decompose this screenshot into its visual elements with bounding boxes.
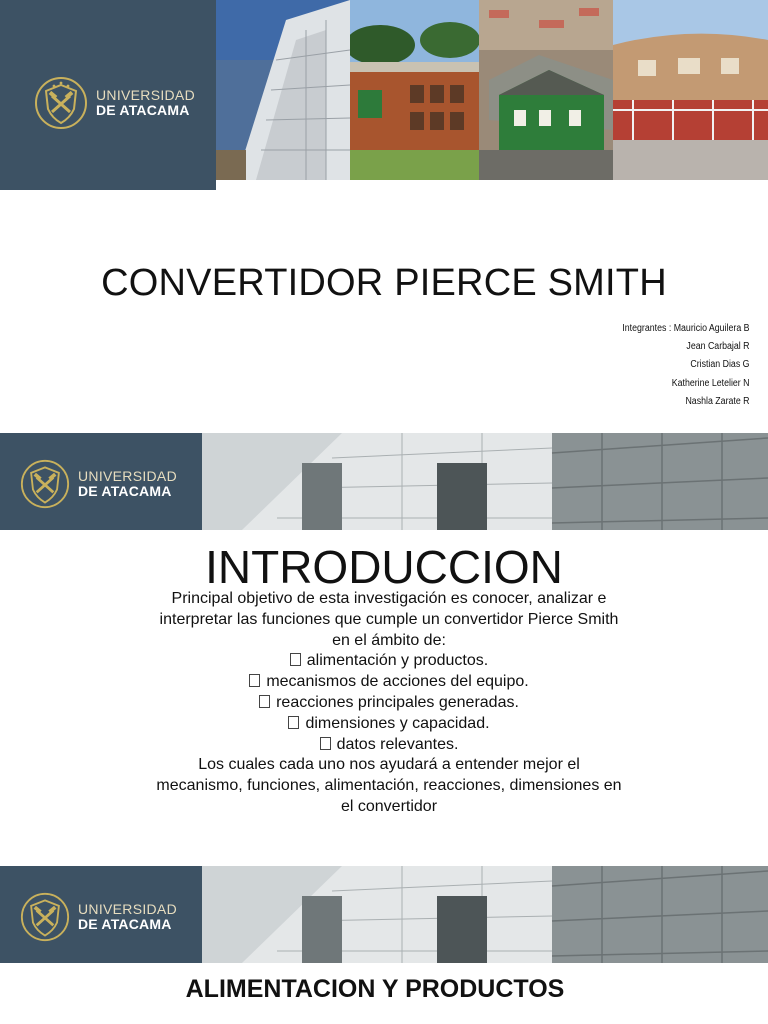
- member-item: Nashla Zarate R: [685, 395, 750, 407]
- intro-text-line: interpretar las funciones que cumple un convertidor Pierce Smith: [159, 610, 619, 628]
- intro-text-line: mecanismo, funciones, alimentación, reacciones, dimensiones en: [156, 777, 622, 795]
- bullet-box-icon: [259, 695, 270, 708]
- intro-body: [84, 589, 694, 818]
- intro-text-line: Los cuales cada uno nos ayudará a entender mejor el: [198, 756, 580, 774]
- member-item: Katherine Letelier N: [672, 377, 750, 389]
- logo-line-2: DE ATACAMA: [78, 483, 172, 499]
- logo-line-1: UNIVERSIDAD: [78, 468, 177, 485]
- logo-line-1: UNIVERSIDAD: [96, 87, 195, 104]
- member-item: Cristian Dias G: [690, 359, 750, 371]
- facade-photo: [202, 433, 768, 530]
- bullet-box-icon: [249, 674, 260, 687]
- member-item: Jean Carbajal R: [686, 341, 750, 353]
- campus-photo-building: [216, 0, 350, 180]
- logo-line-1: UNIVERSIDAD: [78, 901, 177, 918]
- facade-photo: [202, 866, 768, 963]
- campus-photo-round-building: [613, 0, 768, 180]
- bullet-box-icon: [320, 737, 331, 750]
- university-logo: [20, 459, 177, 509]
- shield-icon: [34, 76, 88, 130]
- section-banner-intro: [0, 433, 768, 530]
- intro-bullet: alimentación y productos.: [84, 651, 694, 672]
- bullet-box-icon: [288, 716, 299, 729]
- intro-bullet: reacciones principales generadas.: [84, 693, 694, 714]
- intro-text-line: el convertidor: [340, 797, 438, 815]
- intro-text-line: Principal objetivo de esta investigación es conocer, analizar e: [171, 590, 607, 607]
- intro-heading: INTRODUCCION: [205, 541, 563, 593]
- campus-photo-green-house: [479, 0, 613, 180]
- campus-photo-brick-building: [350, 0, 479, 180]
- university-logo: [34, 76, 195, 130]
- logo-line-2: DE ATACAMA: [78, 916, 172, 932]
- member-item: Integrantes : Mauricio Aguilera B: [622, 323, 750, 334]
- bullet-box-icon: [290, 653, 301, 666]
- university-logo: [20, 892, 177, 942]
- shield-icon: [20, 459, 70, 509]
- header-banner: [0, 0, 768, 190]
- intro-text-line: en el ámbito de:: [332, 631, 446, 649]
- intro-bullet: datos relevantes.: [84, 735, 694, 756]
- logo-line-2: DE ATACAMA: [96, 102, 190, 118]
- members-list: [605, 320, 750, 411]
- section-title: ALIMENTACION Y PRODUCTOS: [185, 975, 565, 1003]
- section-banner-feed: [0, 866, 768, 963]
- slide-title: CONVERTIDOR PIERCE SMITH: [101, 262, 667, 304]
- shield-icon: [20, 892, 70, 942]
- intro-bullet: dimensiones y capacidad.: [84, 714, 694, 735]
- intro-bullet: mecanismos de acciones del equipo.: [84, 672, 694, 693]
